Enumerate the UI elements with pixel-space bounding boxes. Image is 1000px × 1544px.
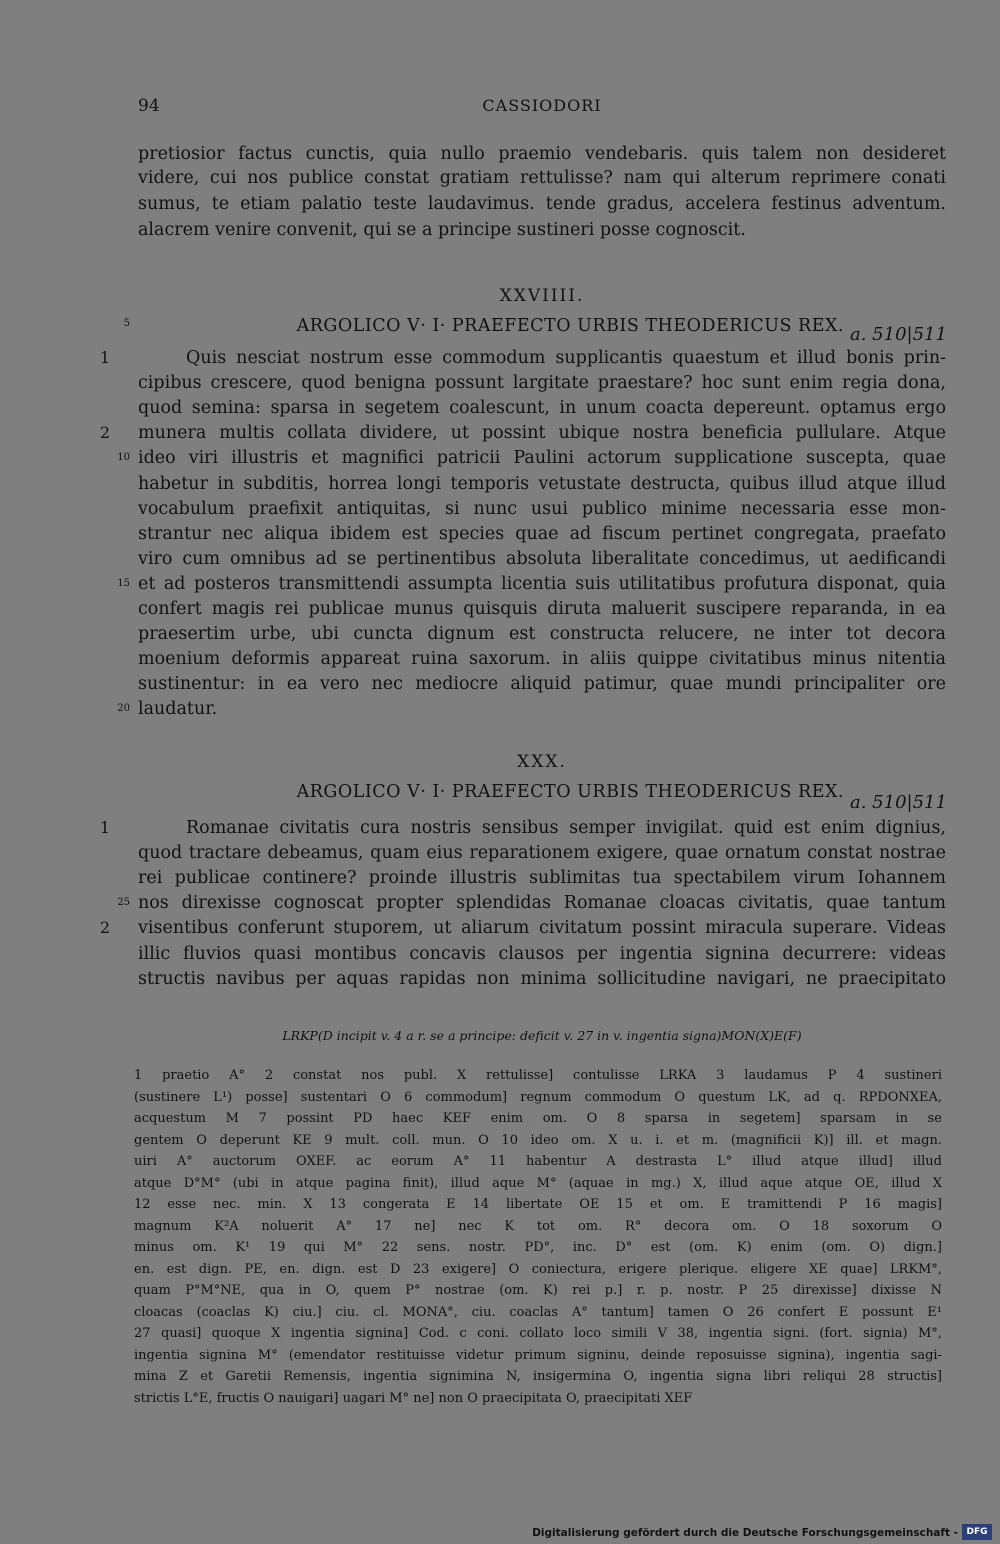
- text-line: alacrem venire convenit, qui se a principe sustineri posse cognoscit.: [138, 220, 746, 240]
- paragraph-number: 2: [99, 918, 110, 938]
- apparatus-line: 27 quasi] quoque X ingentia signina] Cod. c coni. collato loco simili V 38, ingentia signi. (fort. signia) M°,: [134, 1326, 942, 1341]
- apparatus-line: 1 praetio A° 2 constat nos publ. X rettulisse] contulisse LRKA 3 laudamus P 4 sustineri: [134, 1068, 942, 1083]
- apparatus-line: (sustinere L¹) posse] sustentari O 6 commodum] regnum commodum O questum LK, ad q. RPDONXEA,: [134, 1089, 942, 1105]
- text-line: visentibus conferunt stuporem, ut aliarum civitatum possint miracula superare. Videas: [138, 918, 946, 939]
- apparatus-line: uiri A° auctorum OXEF. ac eorum A° 11 habentur A destrasta L° illud atque illud] illud: [134, 1154, 942, 1169]
- apparatus-line: 12 esse nec. min. X 13 congerata E 14 libertate OE 15 et om. E tramittendi P 16 magis]: [134, 1197, 942, 1212]
- text-line: munera multis collata dividere, ut possint ubique nostra beneficia pullulare. Atque: [138, 423, 946, 444]
- apparatus-line: minus om. K¹ 19 qui M° 22 sens. nostr. PD°, inc. D° est (om. K) enim (om. O) dign.]: [134, 1240, 942, 1255]
- letter-address: ARGOLICO V· I· PRAEFECTO URBIS THEODERICUS REX.: [296, 782, 844, 802]
- paragraph-number: 1: [99, 818, 110, 837]
- margin-line-number: 5: [123, 318, 130, 329]
- text-line: et ad posteros transmittendi assumpta licentia suis utilitatibus profutura disponat, quia: [138, 573, 946, 594]
- running-head: CASSIODORI: [482, 96, 602, 115]
- margin-line-number: 10: [117, 452, 130, 464]
- letter-date: a. 510|511: [850, 324, 947, 345]
- funding-notice: Digitalisierung gefördert durch die Deutsche Forschungsgemeinschaft -: [532, 1527, 958, 1539]
- apparatus-sigla: LRKP(D incipit v. 4 a r. se a principe: deficit v. 27 in v. ingentia signa)MON(X)E(F): [282, 1028, 802, 1043]
- margin-line-number: 15: [117, 577, 130, 589]
- apparatus-line: cloacas (coaclas K) ciu.] ciu. cl. MONA°, ciu. coaclas A° tantum] tamen O 26 confert E possunt E¹: [134, 1304, 942, 1320]
- text-line: pretiosior factus cunctis, quia nullo praemio vendebaris. quis talem non desideret: [138, 144, 946, 164]
- page-header: [138, 96, 946, 122]
- text-line: strantur nec aliqua ibidem est species quae ad fiscum pertinet congregata, praefato: [138, 523, 946, 544]
- paragraph-number: 1: [99, 348, 110, 367]
- apparatus-line: gentem O deperunt KE 9 mult. coll. mun. O 10 ideo om. X u. i. et m. (magnificii K)] ill. et magn.: [134, 1132, 942, 1148]
- apparatus-line: en. est dign. PE, en. dign. est D 23 exigere] O coniectura, erigere plerique. eligere XE quae] LRKM°,: [134, 1261, 942, 1277]
- page-number: 94: [138, 96, 160, 116]
- text-line: nos direxisse cognoscat propter splendidas Romanae cloacas civitatis, quae tantum: [138, 893, 946, 914]
- text-line: confert magis rei publicae munus quisquis diruta maluerit suscipere reparanda, in ea: [138, 599, 946, 619]
- text-line: laudatur.: [138, 699, 218, 720]
- paragraph-number: 2: [99, 423, 110, 443]
- text-line: sumus, te etiam palatio teste laudavimus. tende gradus, accelera festinus adventum.: [138, 194, 946, 214]
- apparatus-line: strictis L°E, fructis O nauigari] uagari M° ne] non O praecipitata O, praecipitati XEF: [134, 1390, 693, 1406]
- letter-number: XXX.: [517, 752, 567, 772]
- text-line: Quis nesciat nostrum esse commodum supplicantis quaestum et illud bonis prin-: [186, 348, 946, 368]
- text-line: Romanae civitatis cura nostris sensibus semper invigilat. quid est enim dignius,: [186, 818, 946, 838]
- text-line: viro cum omnibus ad se pertinentibus absoluta liberalitate concedimus, ut aedificandi: [138, 548, 946, 569]
- dfg-logo: DFG: [962, 1524, 992, 1540]
- text-line: praesertim urbe, ubi cuncta dignum est constructa relucere, ne inter tot decora: [138, 624, 946, 645]
- apparatus-line: ingentia signina M° (emendator restituisse videtur primum signinu, deinde reposuisse signina), ingentia sagi-: [134, 1347, 942, 1363]
- text-line: rei publicae continere? proinde illustris sublimitas tua spectabilem virum Iohannem: [138, 868, 946, 889]
- text-line: quod tractare debeamus, quam eius reparationem exigere, quae ornatum constat nostrae: [138, 843, 946, 864]
- letter-date: a. 510|511: [850, 792, 947, 813]
- margin-line-number: 25: [117, 897, 130, 909]
- apparatus-line: mina Z et Garetii Remensis, ingentia signimina N, insigermina O, ingentia signa libri reliqui 28 structis]: [134, 1369, 942, 1384]
- letter-number: XXVIIII.: [499, 286, 585, 306]
- apparatus-line: acquestum M 7 possint PD haec KEF enim om. O 8 sparsa in segetem] sparsam in se: [134, 1111, 942, 1126]
- apparatus-line: magnum K²A noluerit A° 17 ne] nec K tot om. R° decora om. O 18 soxorum O: [134, 1218, 942, 1234]
- text-line: quod semina: sparsa in segetem coalescunt, in unum coacta depereunt. optamus ergo: [138, 398, 946, 419]
- text-line: illic fluvios quasi montibus concavis clausos per ingentia signina decurrere: videas: [138, 943, 946, 964]
- apparatus-line: quam P°M°NE, qua in O, quem P° nostrae (om. K) rei p.] r. p. nostr. P 25 direxisse] dixisse N: [134, 1283, 942, 1298]
- letter-address: ARGOLICO V· I· PRAEFECTO URBIS THEODERICUS REX.: [296, 316, 844, 336]
- text-line: ideo viri illustris et magnifici patricii Paulini actorum supplicatione suscepta, quae: [138, 448, 946, 469]
- apparatus-line: atque D°M° (ubi in atque pagina finit), illud aque M° (aquae in mg.) X, illud aque atque OE, illud X: [134, 1175, 942, 1191]
- text-line: structis navibus per aquas rapidas non minima sollicitudine navigari, ne praecipitato: [138, 968, 946, 989]
- text-line: moenium deformis appareat ruina saxorum. in aliis quippe civitatibus minus nitentia: [138, 649, 946, 670]
- text-line: videre, cui nos publice constat gratiam rettulisse? nam qui alterum reprimere conati: [138, 168, 946, 188]
- text-line: vocabulum praefixit antiquitas, si nunc usui publico minime necessaria esse mon-: [138, 498, 946, 519]
- text-line: habetur in subditis, horrea longi temporis vetustate destructa, quibus illud atque illud: [138, 473, 946, 494]
- text-line: sustinentur: in ea vero nec mediocre aliquid patimur, quae mundi principaliter ore: [138, 674, 946, 695]
- text-line: cipibus crescere, quod benigna possunt largitate praestare? hoc sunt enim regia dona,: [138, 373, 946, 394]
- margin-line-number: 20: [117, 703, 130, 715]
